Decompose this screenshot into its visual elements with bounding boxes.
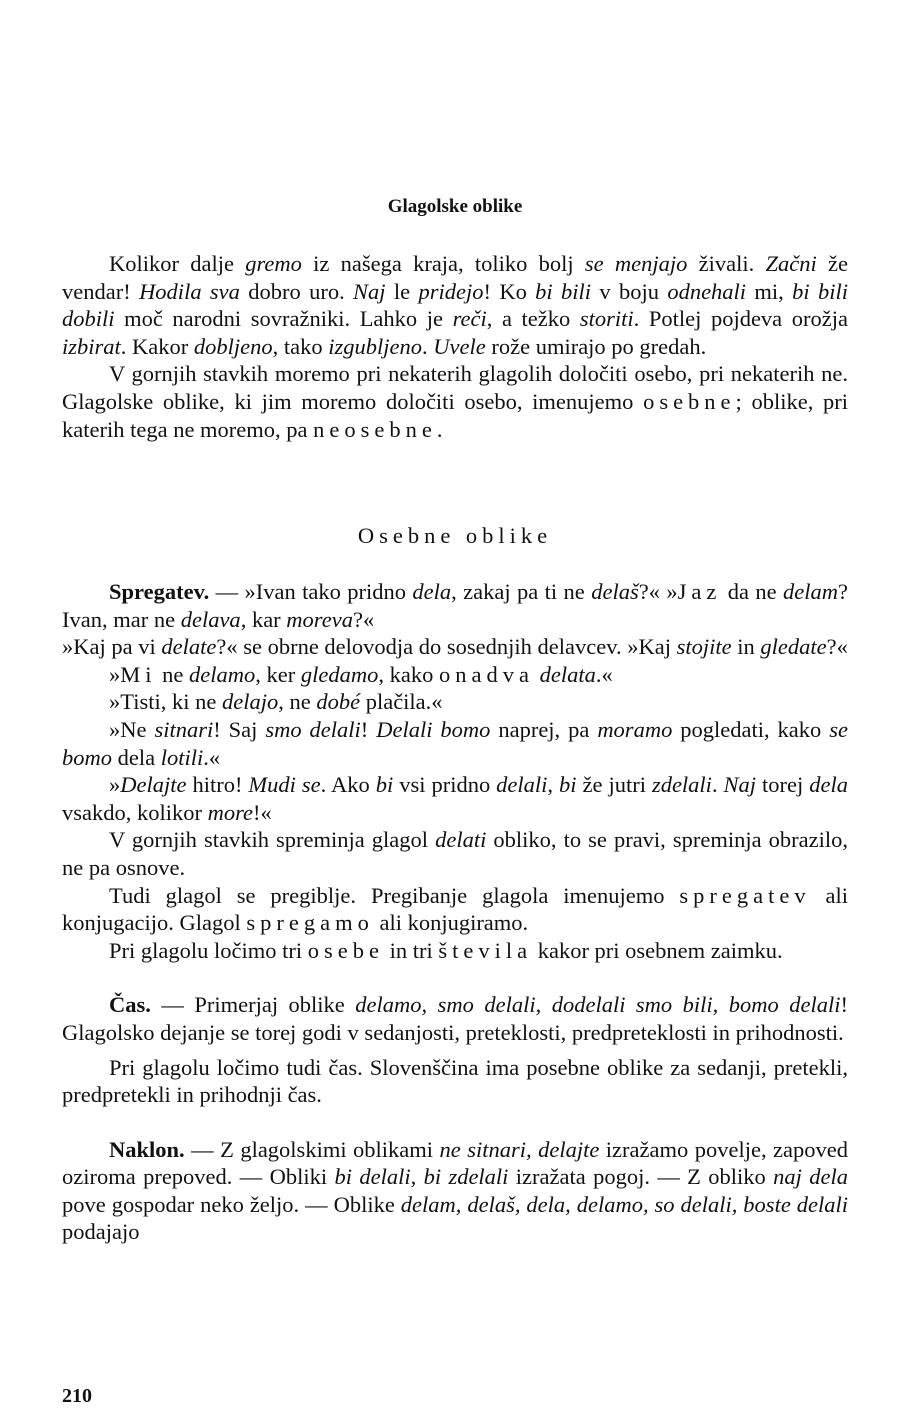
chapter-title: Glagolske oblike — [387, 196, 523, 217]
paragraph: Spregatev. — »Ivan tako pridno dela, zakaj pa ti ne delaš?« »Jaz da ne delam? Ivan, mar ne delava, kar moreva?« — [62, 579, 848, 632]
intro-text — [62, 250, 848, 443]
paragraph: V gornjih stavkih moremo pri nekaterih glagolih določiti osebo, pri nekaterih ne. Glagolske oblike, ki jim moremo določiti osebo, imenujemo osebne; oblike, pri katerih tega ne moremo, pa neosebne. — [62, 361, 849, 442]
paragraph: Tudi glagol se pregiblje. Pregibanje glagola imenujemo spregatev ali konjugacijo. Glagol spregamo ali konjugiramo. — [62, 882, 848, 936]
page-number: 210 — [62, 1385, 92, 1407]
paragraph: »Ne sitnari! Saj smo delali! Delali bomo naprej, pa moramo pogledati, kako se bomo dela lotili.« — [62, 716, 848, 770]
paragraph: »Mi ne delamo, ker gledamo, kako onadva delata.« — [109, 661, 613, 687]
paragraph: Kolikor dalje gremo iz našega kraja, toliko bolj se menjajo živali. Začni že vendar! Hodila sva dobro uro. Naj le pridejo! Ko bi bili v boju odnehali mi, bi bili dobili moč narodni sovražniki. Lahko je reči, a težko storiti. Potlej pojdeva orožja izbirat. Kakor dobljeno, tako izgubljeno. Uvele rože umirajo po gredah. — [62, 251, 848, 359]
section-heading: Osebne oblike — [357, 523, 553, 548]
paragraph: »Tisti, ki ne delajo, ne dobé plačila.« — [109, 689, 443, 715]
paragraph: »Delajte hitro! Mudi se. Ako bi vsi pridno delali, bi že jutri zdelali. Naj torej dela vsakdo, kolikor more!« — [62, 772, 848, 825]
paragraph: Pri glagolu ločimo tri osebe in tri števila kakor pri osebnem zaimku. — [109, 937, 783, 963]
body-text — [62, 578, 848, 1246]
paragraph: Pri glagolu ločimo tudi čas. Slovenščina ima posebne oblike za sedanji, pretekli, predpretekli in prihodnji čas. — [62, 1054, 848, 1108]
paragraph: Čas. — Primerjaj oblike delamo, smo delali, dodelali smo bili, bomo delali! Glagolsko dejanje se torej godi v sedanjosti, preteklosti, predpreteklosti in prihodnosti. — [62, 992, 848, 1045]
paragraph: V gornjih stavkih spreminja glagol delati obliko, to se pravi, spreminja obrazilo, ne pa osnove. — [62, 827, 848, 880]
paragraph: »Kaj pa vi delate?« se obrne delovodja do sosednjih delavcev. »Kaj stojite in gledate?« — [62, 634, 848, 660]
paragraph: Naklon. — Z glagolskimi oblikami ne sitnari, delajte izražamo povelje, zapoved oziroma prepoved. — Obliki bi delali, bi zdelali izražata pogoj. — Z obliko naj dela pove gospodar neko željo. — Oblike delam, delaš, dela, delamo, so delali, boste delali podajajo — [62, 1136, 849, 1245]
